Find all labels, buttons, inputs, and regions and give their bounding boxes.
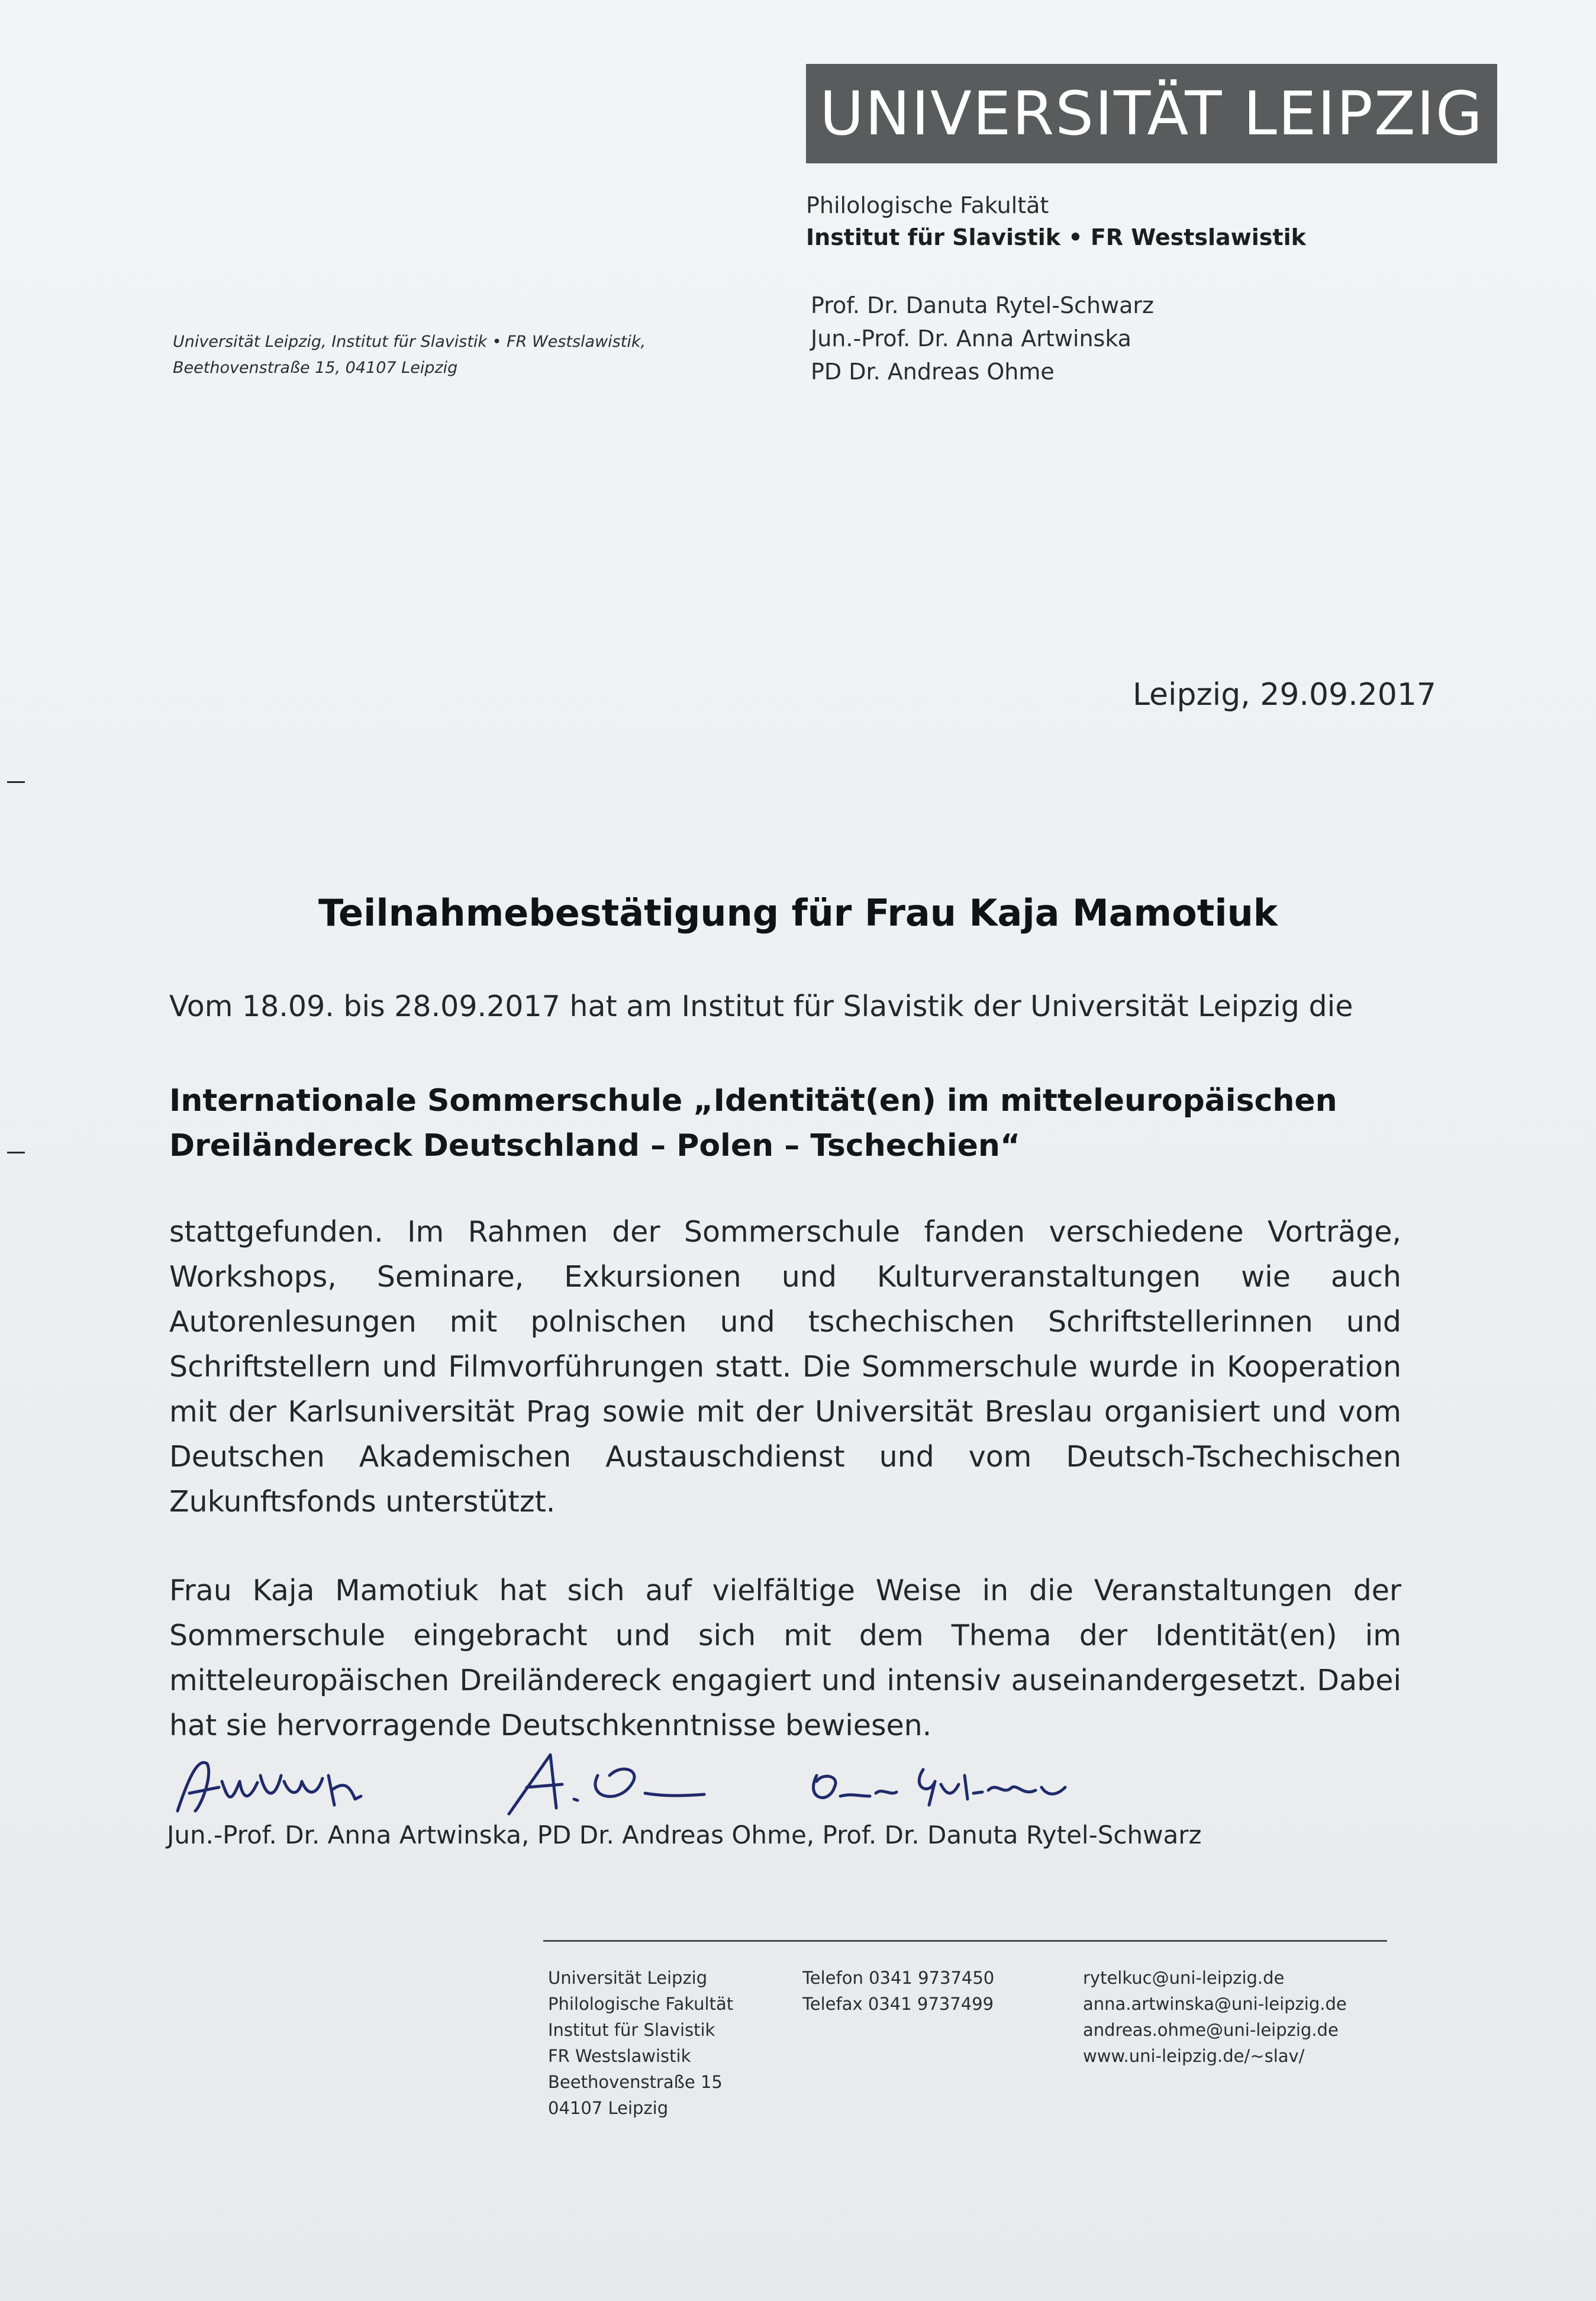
footer-address-line: Universität Leipzig [548,1968,708,1988]
faculty-block [806,189,1306,253]
signers-line: Jun.-Prof. Dr. Anna Artwinska, PD Dr. Andreas Ohme, Prof. Dr. Danuta Rytel-Schwarz [167,1820,1202,1849]
footer-email-link[interactable]: anna.artwinska@uni-leipzig.de [1083,1994,1347,2014]
footer-phone-line: Telefon 0341 9737450 [802,1968,995,1988]
sender-address [173,329,646,381]
footer-address [548,1965,733,2121]
body-paragraph-2: Frau Kaja Mamotiuk hat sich auf vielfältige Weise in die Veranstaltungen der Sommerschule eingebracht und sich mit dem Thema der Identität(en) im mitteleuropäischen Dreiländereck engagiert und intensiv auseinandergesetzt. Dabei hat sie hervorragende Deutschkenntnisse bewiesen. [169,1574,1401,1742]
signature-ohme [509,1755,704,1814]
staff-list [811,289,1154,388]
university-logo-text: UNIVERSITÄT LEIPZIG [820,78,1484,149]
footer-address-line: 04107 Leipzig [548,2098,669,2118]
institute-name: Institut für Slavistik • FR Westslawistik [806,224,1306,250]
staff-member: PD Dr. Andreas Ohme [811,359,1055,385]
staff-member: Jun.-Prof. Dr. Anna Artwinska [811,326,1131,352]
footer-divider [543,1940,1387,1942]
footer-email-link[interactable]: rytelkuc@uni-leipzig.de [1083,1968,1285,1988]
footer-phone [802,1965,994,2017]
footer-email-link[interactable]: andreas.ohme@uni-leipzig.de [1083,2020,1339,2040]
intro-sentence: Vom 18.09. bis 28.09.2017 hat am Institut für Slavistik der Universität Leipzig die [169,990,1353,1023]
sender-line-1: Universität Leipzig, Institut für Slavistik • FR Westslawistik, [173,333,646,351]
footer-address-line: Beethovenstraße 15 [548,2072,723,2092]
letter-date: Leipzig, 29.09.2017 [1132,677,1436,713]
footer-address-line: Institut für Slavistik [548,2020,715,2040]
sender-line-2: Beethovenstraße 15, 04107 Leipzig [173,359,458,377]
signatures [172,1740,1178,1829]
program-title-line-1: Internationale Sommerschule „Identität(en) im mitteleuropäischen [169,1083,1337,1119]
faculty-name: Philologische Fakultät [806,192,1049,218]
fold-mark-top [7,781,25,783]
body-paragraph-1: stattgefunden. Im Rahmen der Sommerschule fanden verschiedene Vorträge, Workshops, Seminare, Exkursionen und Kulturveranstaltungen wie auch Autorenlesungen mit polnischen und tschechischen Schriftstellerinnen und Schriftstellern und Filmvorführungen statt. Die Sommerschule wurde in Kooperation mit der Karlsuniversität Prag sowie mit der Universität Breslau organisiert und vom Deutschen Akademischen Austauschdienst und vom Deutsch-Tschechischen Zukunftsfonds unterstützt. [169,1215,1401,1519]
footer-contacts [1083,1965,1347,2069]
footer-fax-line: Telefax 0341 9737499 [802,1994,994,2014]
footer-website-link[interactable]: www.uni-leipzig.de/~slav/ [1083,2046,1305,2066]
staff-member: Prof. Dr. Danuta Rytel-Schwarz [811,292,1154,318]
document-title: Teilnahmebestätigung für Frau Kaja Mamotiuk [318,891,1278,934]
program-title [169,1078,1337,1168]
signature-rytel-schwarz [813,1770,1065,1805]
footer-address-line: FR Westslawistik [548,2046,691,2066]
signature-artwinska [178,1762,361,1811]
fold-mark-middle [7,1152,25,1153]
footer-address-line: Philologische Fakultät [548,1994,734,2014]
university-logo [806,64,1497,163]
program-title-line-2: Dreiländereck Deutschland – Polen – Tschechien“ [169,1128,1021,1164]
